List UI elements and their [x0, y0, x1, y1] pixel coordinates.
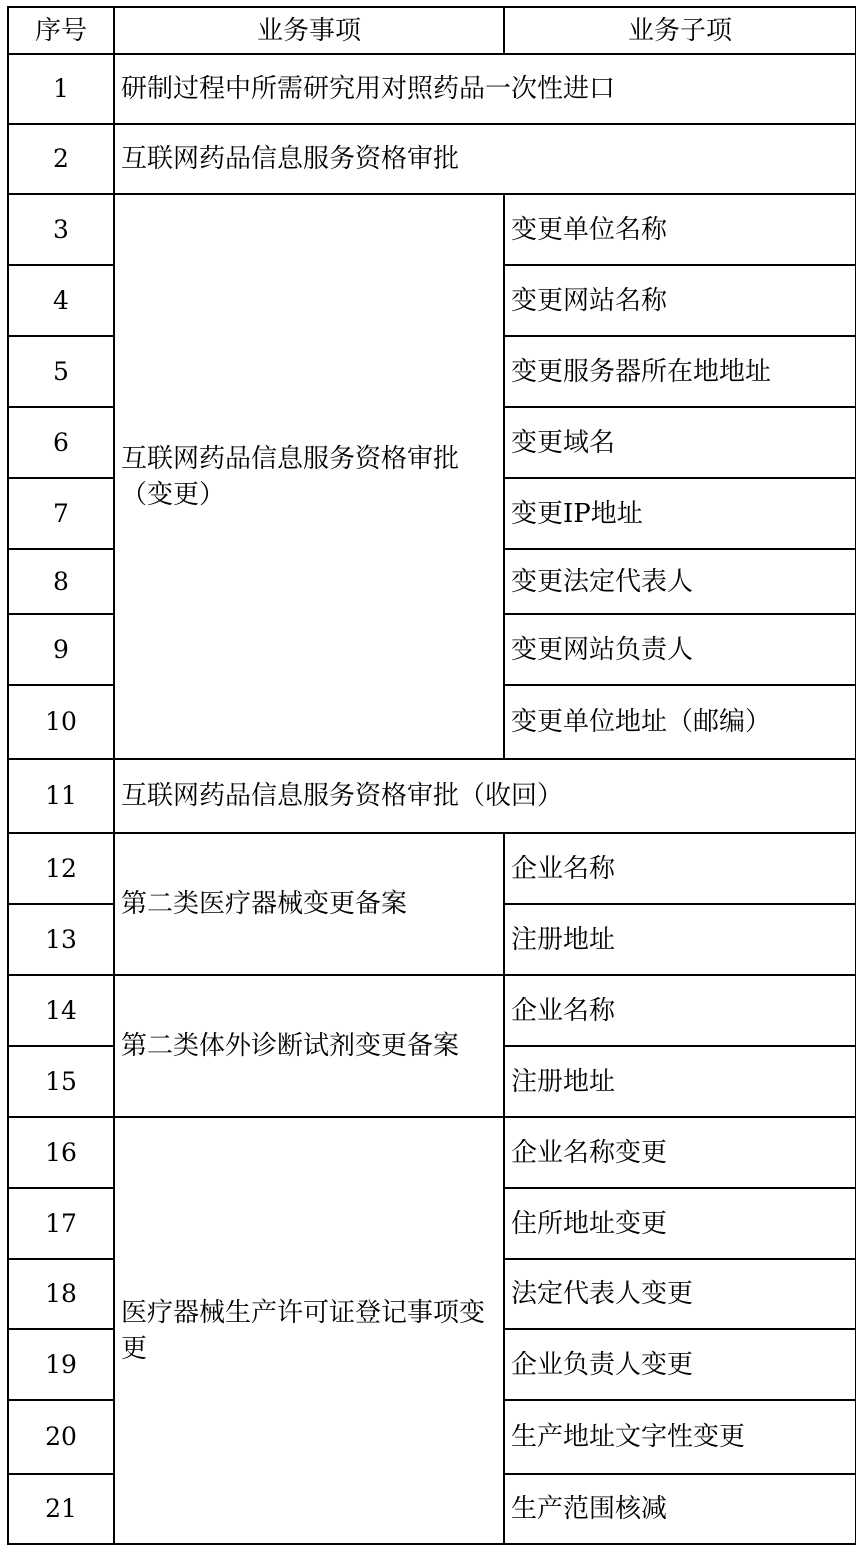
header-row: [8, 7, 856, 54]
row-no: 16: [8, 1117, 114, 1188]
row-no: 12: [8, 833, 114, 904]
table-row: [8, 975, 856, 1046]
header-item: 业务事项: [114, 7, 504, 54]
row-sub: 企业负责人变更: [504, 1329, 856, 1400]
row-sub: 企业名称: [504, 975, 856, 1046]
table-row: [8, 833, 856, 904]
table-row: [8, 194, 856, 265]
row-sub: 注册地址: [504, 904, 856, 975]
header-sub: 业务子项: [504, 7, 856, 54]
table-row: [8, 124, 856, 194]
row-sub: 变更域名: [504, 407, 856, 478]
row-sub: 变更法定代表人: [504, 549, 856, 614]
row-no: 9: [8, 614, 114, 685]
row-no: 10: [8, 685, 114, 759]
row-no: 15: [8, 1046, 114, 1117]
table-row: [8, 54, 856, 124]
row-no: 13: [8, 904, 114, 975]
row-item: 医疗器械生产许可证登记事项变更: [114, 1117, 504, 1544]
row-sub: 生产范围核减: [504, 1474, 856, 1544]
header-no: 序号: [8, 7, 114, 54]
row-no: 21: [8, 1474, 114, 1544]
row-no: 18: [8, 1259, 114, 1329]
row-sub: 注册地址: [504, 1046, 856, 1117]
row-item: 研制过程中所需研究用对照药品一次性进口: [114, 54, 856, 124]
row-item: 第二类体外诊断试剂变更备案: [114, 975, 504, 1117]
row-no: 14: [8, 975, 114, 1046]
row-no: 11: [8, 759, 114, 833]
row-sub: 企业名称: [504, 833, 856, 904]
row-sub: 变更单位名称: [504, 194, 856, 265]
row-item: 第二类医疗器械变更备案: [114, 833, 504, 975]
business-items-table: [7, 6, 856, 1545]
row-no: 3: [8, 194, 114, 265]
row-no: 7: [8, 478, 114, 549]
row-sub: 企业名称变更: [504, 1117, 856, 1188]
row-item: 互联网药品信息服务资格审批: [114, 124, 856, 194]
table-row: [8, 1117, 856, 1188]
row-sub: 住所地址变更: [504, 1188, 856, 1259]
row-item: 互联网药品信息服务资格审批（收回）: [114, 759, 856, 833]
row-no: 6: [8, 407, 114, 478]
row-sub: 变更网站名称: [504, 265, 856, 336]
row-sub: 法定代表人变更: [504, 1259, 856, 1329]
row-no: 1: [8, 54, 114, 124]
table-row: [8, 759, 856, 833]
row-no: 20: [8, 1400, 114, 1474]
row-item: 互联网药品信息服务资格审批（变更）: [114, 194, 504, 759]
row-sub: 变更IP地址: [504, 478, 856, 549]
row-no: 5: [8, 336, 114, 407]
row-no: 8: [8, 549, 114, 614]
row-no: 2: [8, 124, 114, 194]
row-no: 4: [8, 265, 114, 336]
row-sub: 变更单位地址（邮编）: [504, 685, 856, 759]
row-sub: 生产地址文字性变更: [504, 1400, 856, 1474]
row-sub: 变更服务器所在地地址: [504, 336, 856, 407]
row-no: 17: [8, 1188, 114, 1259]
row-no: 19: [8, 1329, 114, 1400]
row-sub: 变更网站负责人: [504, 614, 856, 685]
